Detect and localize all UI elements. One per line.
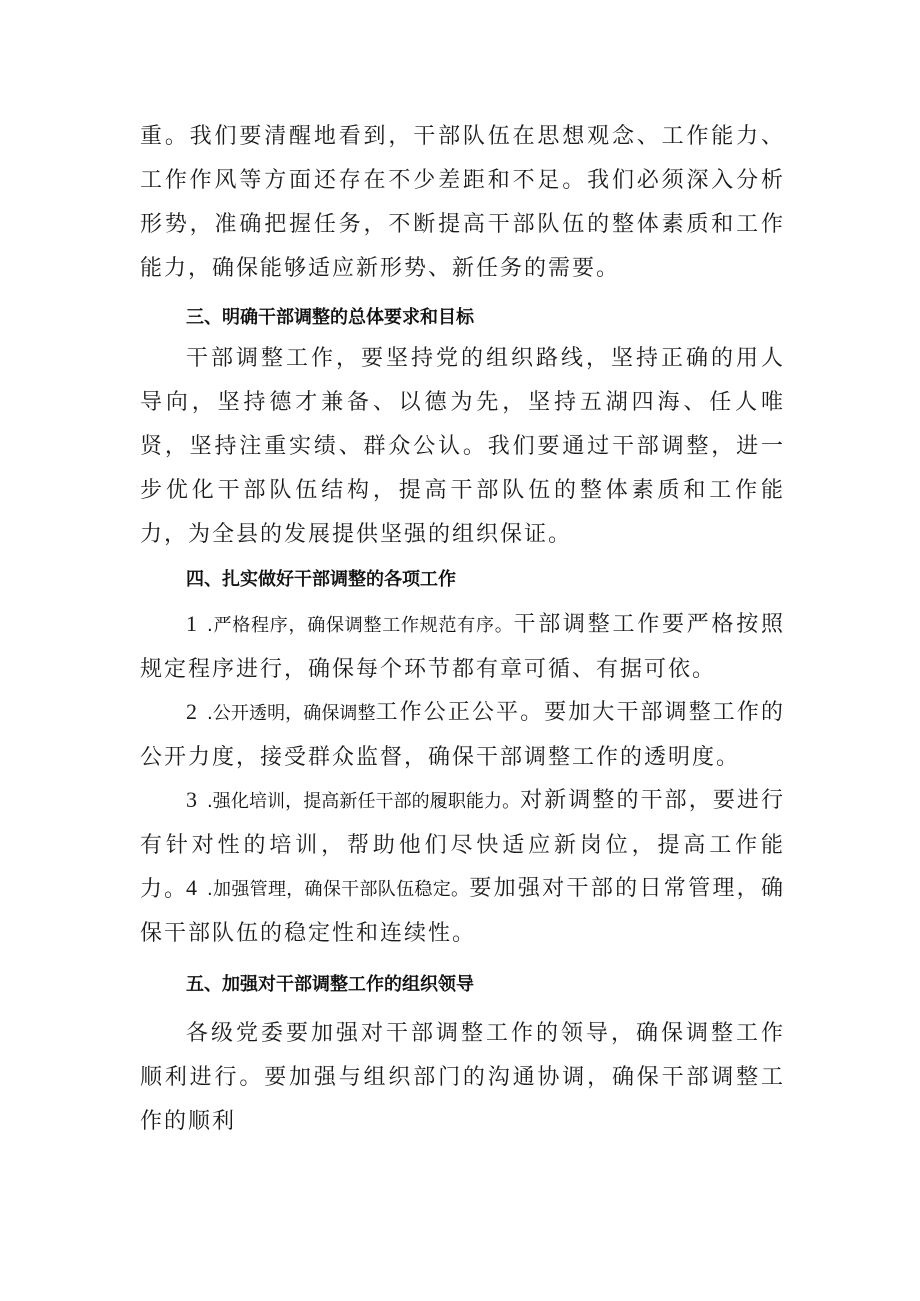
section-3-body: 干部调整工作，要坚持党的组织路线，坚持正确的用人导向，坚持德才兼备、以德为先，坚持五湖四海、任人唯贤，坚持注重实绩、群众公认。我们要通过干部调整，进一步优化干部队伍结构，提高干部队伍的整体素质和工作能力，为全县的发展提供坚强的组织保证。 [140,346,785,547]
section-3-heading: 三、明确干部调整的总体要求和目标 [186,307,474,328]
item-1-lead: .严格程序，确保调整工作规范有序。 [207,615,514,636]
section-4-item-1 [140,602,785,692]
section-4-heading: 四、扎实做好干部调整的各项工作 [186,569,456,590]
item-3-text: 对新调整的干部，要进行有针对性的培训，帮助他们尽快适应新岗位，提高工作能力。 [140,788,785,902]
intro-paragraph: 重。我们要清醒地看到，干部队伍在思想观念、工作能力、工作作风等方面还存在不少差距和不足。我们必须深入分析形势，准确把握任务，不断提高干部队伍的整体素质和工作能力，确保能够适应新形势、新任务的需要。 [140,124,785,281]
item-4-number: 4 [186,875,197,900]
section-5-heading: 五、加强对干部调整工作的组织领导 [186,974,474,995]
item-4-text: 要加强对干部的日常管理，确保干部队伍的稳定性和连续性。 [140,876,785,946]
section-4-item-4 [140,866,785,956]
item-4-lead: .加强管理，确保干部队伍稳定。 [207,879,470,900]
item-3-lead: .强化培训，提高新任干部的履职能力。 [207,791,521,812]
item-1-number: 1 [186,611,197,636]
item-2-text: 工作公正公平。要加大干部调整工作的公开力度，接受群众监督，确保干部调整工作的透明度。 [140,700,785,770]
item-3-number: 3 [186,787,197,812]
section-5-body: 各级党委要加强对干部调整工作的领导，确保调整工作顺利进行。要加强与组织部门的沟通协调，确保干部调整工作的顺利 [140,1021,785,1134]
section-4-item-2 [140,690,785,780]
item-2-number: 2 [186,699,197,724]
item-1-text: 干部调整工作要严格按照规定程序进行，确保每个环节都有章可循、有据可依。 [140,612,785,682]
item-2-lead: .公开透明，确保调整 [207,703,376,724]
